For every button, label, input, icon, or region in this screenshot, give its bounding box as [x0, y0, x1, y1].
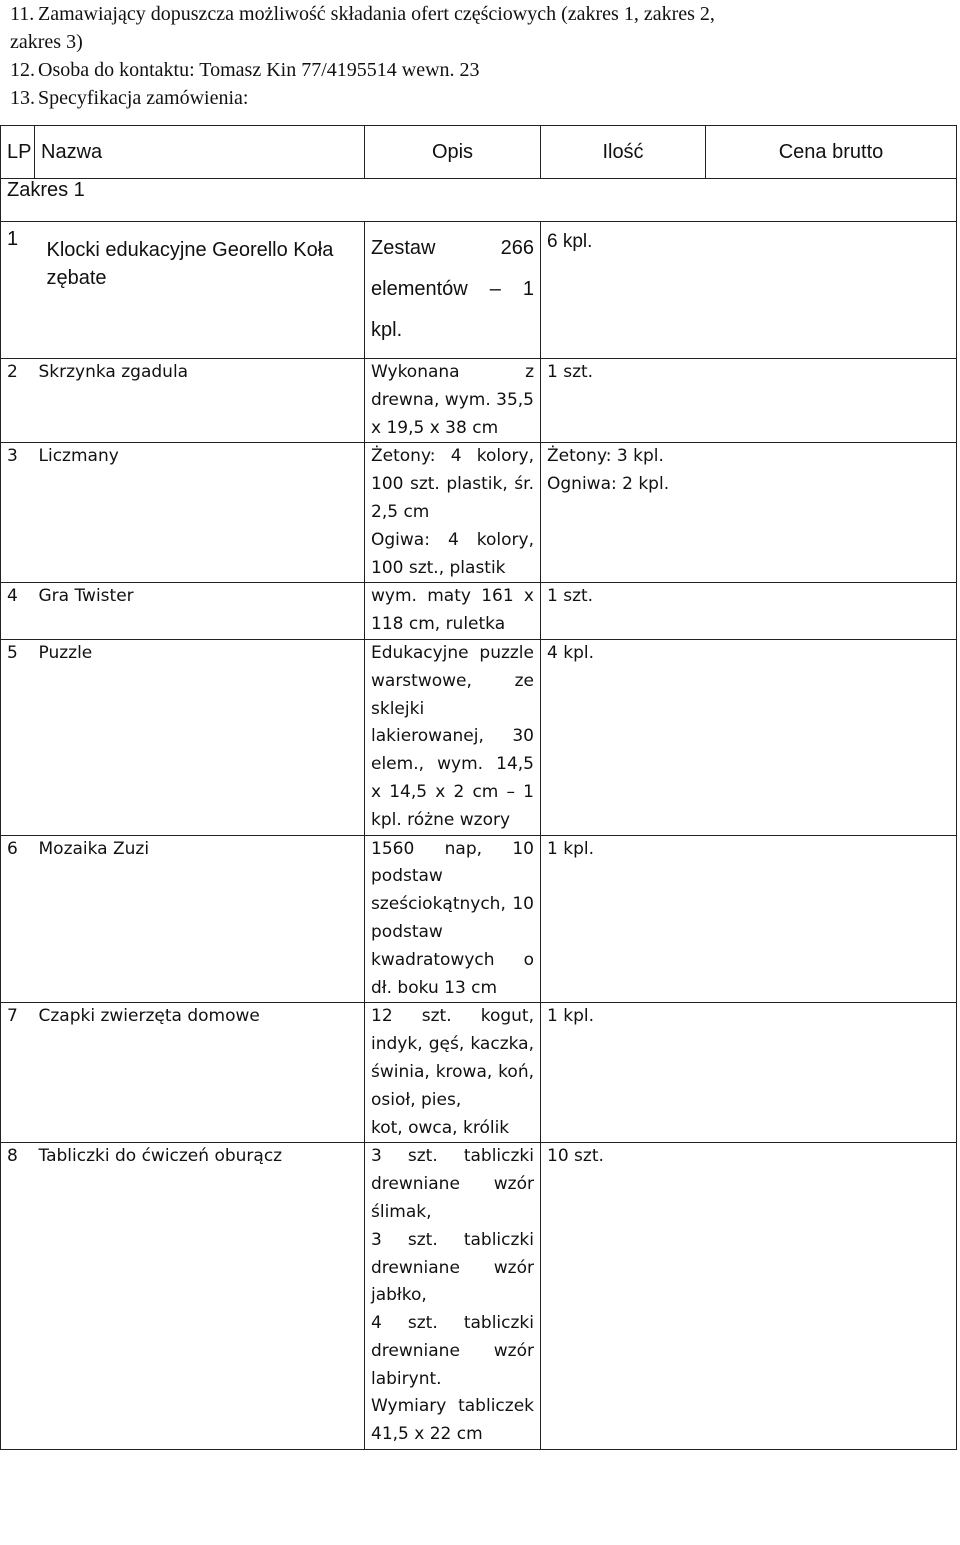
cell-opis	[365, 222, 541, 359]
intro-item-number: 13.	[10, 87, 35, 109]
cell-lp: 6	[1, 835, 35, 1003]
cell-cena-brutto	[706, 359, 957, 443]
table-row	[1, 583, 957, 640]
cell-opis	[365, 1003, 541, 1143]
cell-opis	[365, 359, 541, 443]
item-name: Klocki edukacyjne Georello Koła zębate	[46, 239, 334, 289]
table-row	[1, 443, 957, 583]
header-cena-brutto: Cena brutto	[706, 126, 957, 179]
item-description: Wykonana z drewna, wym. 35,5 x 19,5 x 38 cm	[371, 362, 534, 438]
cell-lp: 2	[1, 359, 35, 443]
section-label: Zakres 1	[1, 179, 957, 222]
cell-opis	[365, 835, 541, 1003]
cell-cena-brutto	[706, 835, 957, 1003]
cell-ilosc	[541, 359, 706, 443]
cell-nazwa: Liczmany	[35, 443, 365, 583]
cell-ilosc	[541, 583, 706, 640]
cell-lp: 4	[1, 583, 35, 640]
cell-cena-brutto	[706, 639, 957, 835]
cell-nazwa	[35, 222, 365, 359]
item-quantity: Żetony: 3 kpl.	[547, 446, 664, 467]
item-quantity: 6 kpl.	[547, 231, 593, 252]
table-row	[1, 1143, 957, 1450]
item-quantity: 1 szt.	[547, 362, 594, 382]
intro-item-continuation: zakres 3)	[10, 31, 83, 53]
intro-item-text: Osoba do kontaktu: Tomasz Kin 77/4195514 wewn. 23	[38, 59, 480, 81]
item-description: Zestaw 266 elementów – 1 kpl.	[371, 237, 534, 341]
specification-table	[0, 125, 957, 1450]
header-opis: Opis	[365, 126, 541, 179]
intro-item-11	[0, 0, 956, 28]
item-quantity: Ogniwa: 2 kpl.	[547, 474, 670, 495]
cell-lp: 7	[1, 1003, 35, 1143]
intro-item-12	[0, 56, 956, 84]
cell-nazwa: Czapki zwierzęta domowe	[35, 1003, 365, 1143]
item-description: 3 szt. tabliczki drewniane wzór jabłko,	[371, 1229, 534, 1306]
cell-cena-brutto	[706, 1143, 957, 1450]
cell-ilosc	[541, 1003, 706, 1143]
cell-nazwa: Mozaika Zuzi	[35, 835, 365, 1003]
cell-cena-brutto	[706, 222, 957, 359]
item-description: Ogiwa: 4 kolory, 100 szt., plastik	[371, 529, 534, 578]
cell-cena-brutto	[706, 1003, 957, 1143]
table-row	[1, 639, 957, 835]
item-description: 3 szt. tabliczki drewniane wzór ślimak,	[371, 1146, 534, 1222]
header-lp: LP	[1, 126, 35, 179]
cell-lp: 8	[1, 1143, 35, 1450]
intro-list	[0, 0, 956, 112]
item-description: 1560 nap, 10 podstaw sześciokątnych, 10 podstaw kwadratowych o dł. boku 13 cm	[371, 838, 534, 998]
cell-ilosc	[541, 639, 706, 835]
cell-opis	[365, 583, 541, 640]
cell-cena-brutto	[706, 583, 957, 640]
item-description: 12 szt. kogut, indyk, gęś, kaczka, świnia, krowa, koń, osioł, pies,	[371, 1006, 534, 1110]
cell-opis	[365, 443, 541, 583]
section-row	[1, 179, 957, 222]
intro-item-number: 12.	[10, 59, 35, 81]
item-quantity: 10 szt.	[547, 1146, 604, 1167]
table-header-row	[1, 126, 957, 179]
cell-opis	[365, 639, 541, 835]
cell-opis	[365, 1143, 541, 1450]
cell-nazwa: Tabliczki do ćwiczeń oburącz	[35, 1143, 365, 1450]
table-row	[1, 835, 957, 1003]
table-row	[1, 1003, 957, 1143]
item-quantity: 1 szt.	[547, 586, 594, 607]
item-description: Żetony: 4 kolory, 100 szt. plastik, śr. 2,5 cm	[371, 446, 534, 522]
item-description: wym. maty 161 x 118 cm, ruletka	[371, 586, 534, 635]
item-description: 4 szt. tabliczki drewniane wzór labirynt.	[371, 1313, 534, 1389]
item-description: Wymiary tabliczek 41,5 x 22 cm	[371, 1396, 534, 1445]
header-ilosc: Ilość	[541, 126, 706, 179]
intro-item-number: 11.	[10, 3, 35, 25]
item-quantity: 4 kpl.	[547, 642, 594, 663]
table-row	[1, 222, 957, 359]
item-description: kot, owca, królik	[371, 1117, 510, 1138]
item-quantity: 1 kpl.	[547, 1006, 594, 1027]
cell-nazwa: Puzzle	[35, 639, 365, 835]
cell-ilosc	[541, 443, 706, 583]
intro-item-text: Specyfikacja zamówienia:	[38, 87, 249, 109]
header-nazwa: Nazwa	[35, 126, 365, 179]
cell-cena-brutto	[706, 443, 957, 583]
cell-ilosc	[541, 835, 706, 1003]
cell-lp: 1	[1, 222, 35, 359]
cell-nazwa: Skrzynka zgadula	[35, 359, 365, 443]
cell-lp: 5	[1, 639, 35, 835]
item-quantity: 1 kpl.	[547, 838, 594, 859]
cell-nazwa: Gra Twister	[35, 583, 365, 640]
intro-item-13	[0, 84, 956, 112]
cell-lp: 3	[1, 443, 35, 583]
intro-item-text: Zamawiający dopuszcza możliwość składania ofert częściowych (zakres 1, zakres 2,	[38, 3, 715, 25]
cell-ilosc	[541, 1143, 706, 1450]
item-description: Edukacyjne puzzle warstwowe, ze sklejki lakierowanej, 30 elem., wym. 14,5 x 14,5 x 2 cm – 1 kpl. różne wzory	[371, 642, 534, 830]
cell-ilosc	[541, 222, 706, 359]
table-row	[1, 359, 957, 443]
